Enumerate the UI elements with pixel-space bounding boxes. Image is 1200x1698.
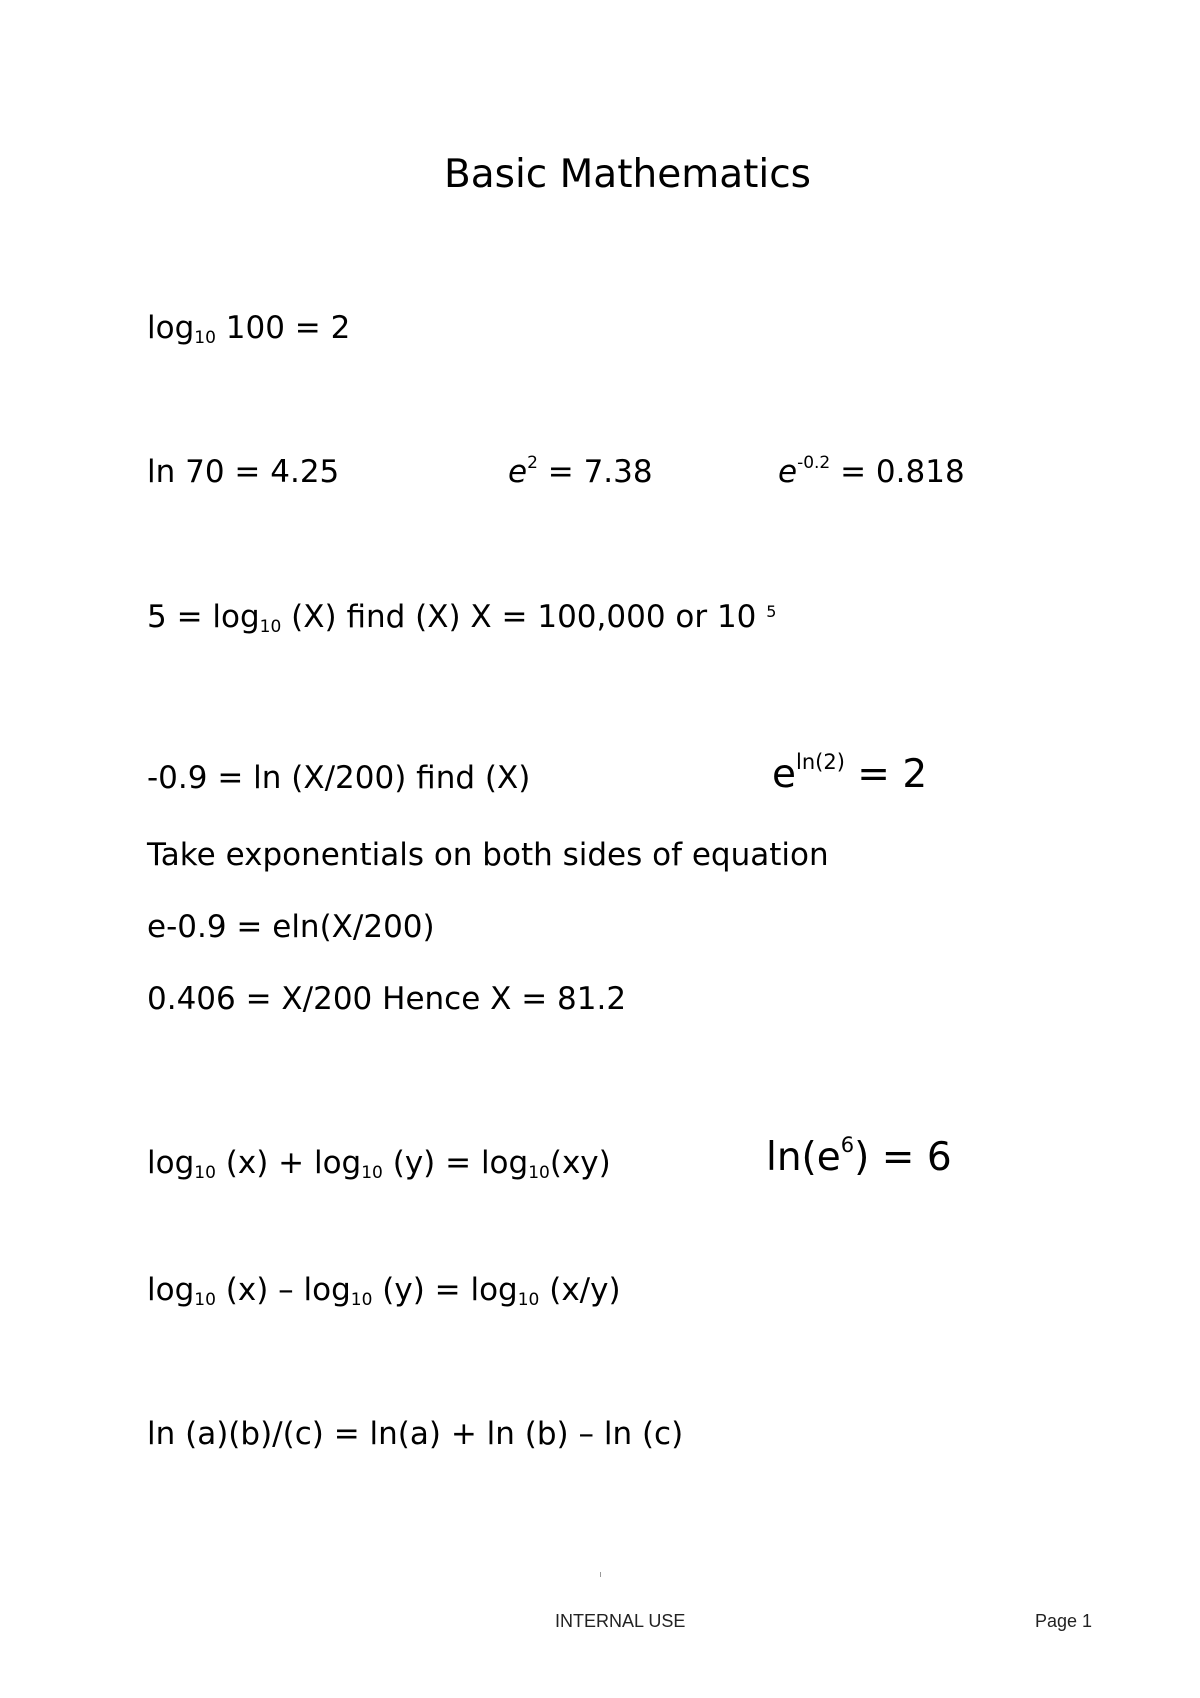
take-exponentials-line: Take exponentials on both sides of equation (147, 837, 829, 873)
page-title: Basic Mathematics (444, 152, 811, 197)
page-number: Page 1 (1035, 1611, 1093, 1631)
ln-product-line: ln (a)(b)/(c) = ln(a) + ln (b) – ln (c) (147, 1416, 684, 1452)
ln-e6-line: $\ln(e^6) = 6$ (766, 1133, 952, 1180)
e-squared-line: $e^2 = 7.38$ (508, 453, 653, 490)
log-sum-line: $\log_{10} (x) + \log_{10} (y) = \log_{10}(xy)$ (147, 1145, 611, 1183)
ln70-line: ln 70 = 4.25 (147, 454, 340, 490)
log-example: $\log_{10} 100 = 2$ (147, 310, 351, 348)
exponential-step-line: e-0.9 = eln(X/200) (147, 909, 435, 945)
divider-mark (600, 1572, 601, 1577)
e-ln2-line: $e^{ln(2)} = 2$ (772, 750, 928, 797)
find-x-log-line: $5 = \log_{10} (X)$ find (X) X = 100,000 or 10 $^5$ (147, 599, 777, 637)
footer-label: INTERNAL USE (555, 1611, 686, 1631)
log-difference-line: $\log_{10} (x) - \log_{10} (y) = \log_{10} (x/y)$ (147, 1272, 621, 1310)
e-negative-line: $e^{-0.2} = 0.818$ (778, 453, 965, 490)
result-line: 0.406 = X/200 Hence X = 81.2 (147, 981, 627, 1017)
find-x-ln-line: -0.9 = ln (X/200) find (X) (147, 760, 531, 796)
